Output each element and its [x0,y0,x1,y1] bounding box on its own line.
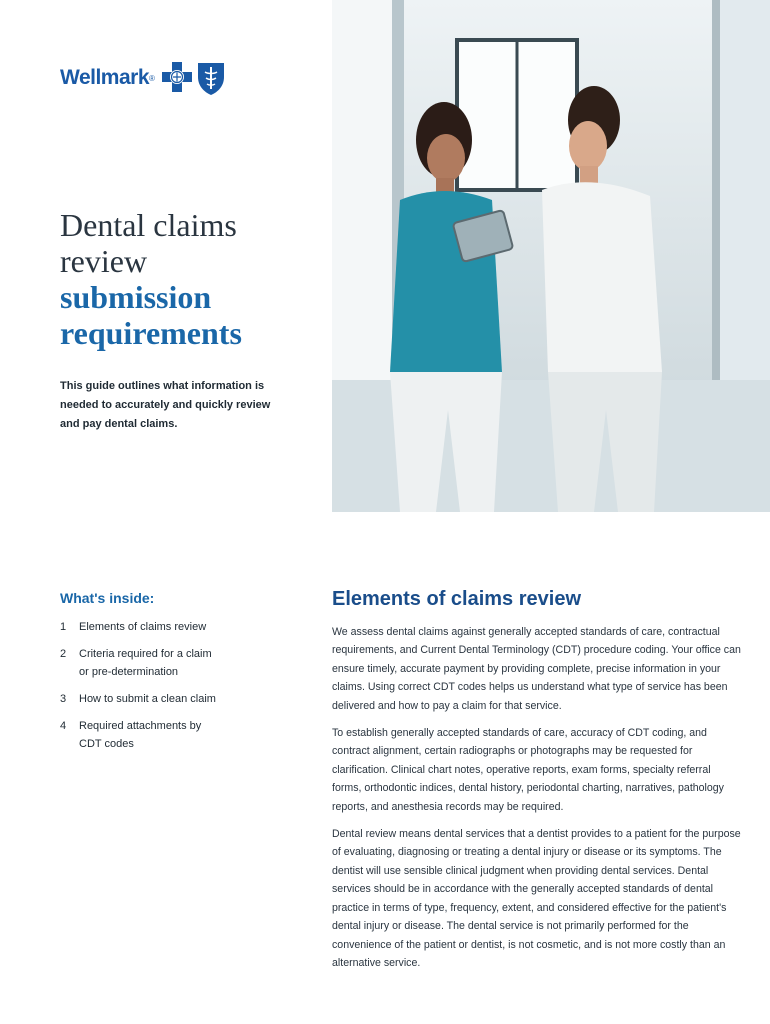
page-title [60,207,242,351]
body-paragraph: We assess dental claims against generally accepted standards of care, contractual requirements, and Current Dental Terminology (CDT) procedure coding. Your office can ensure timely, accurate payment by providing complete, precise information in your claims. Using correct CDT codes helps us understand what type of service has been delivered and how to pay a claim for that service. [332,626,741,712]
list-item [60,690,310,708]
table-of-contents [60,618,310,762]
intro-text: This guide outlines what information is needed to accurately and quickly review and pay dental claims. [60,380,271,430]
toc-number: 4 [60,720,67,732]
logo-reg-mark: ® [149,73,155,83]
list-item [60,618,310,636]
body-paragraph: To establish generally accepted standards of care, accuracy of CDT coding, and contract alignment, certain radiographs or photographs may be requested for clarification. Clinical chart notes, operative reports, exam forms, specialty referral forms, orthodontic indices, dental history, periodontal charting, narratives, pathology reports, and anesthesia records may be required. [332,727,724,813]
title-line-2: review [60,243,148,279]
title-line-3: submission [60,279,212,315]
list-item [60,717,310,753]
toc-number: 1 [60,621,67,633]
section-body [332,623,742,981]
wellmark-logo [60,60,226,96]
list-item [60,645,310,681]
toc-text: Criteria required for a claim or pre-determination [79,648,212,678]
title-line-1: Dental claims [60,207,237,243]
toc-text: Elements of claims review [79,621,207,633]
section-heading: Elements of claims review [332,588,582,610]
toc-number: 3 [60,693,67,705]
toc-text: Required attachments by CDT codes [79,720,202,750]
hero-photo-illustration [332,0,770,512]
whats-inside-heading: What's inside: [60,590,155,606]
title-line-4: requirements [60,315,242,351]
toc-text: How to submit a clean claim [79,693,216,705]
blue-cross-icon [160,60,194,94]
hero-photo [332,0,770,512]
toc-number: 2 [60,648,67,660]
logo-wordmark: Wellmark [60,66,149,89]
body-paragraph: Dental review means dental services that a dentist provides to a patient for the purpose of evaluating, diagnosing or treating a dental injury or disease or its symptoms. The dentist will use sensible clinical judgment when providing dental services. Dental services should be in accordance with the generally accepted standards of dental practice in terms of type, frequency, extent, and considered effective for the patient's dental injury or disease. The dental service is not primarily performed for the convenience of the patient or dentist, is not cosmetic, and is not more costly than an alternative service. [332,828,741,969]
blue-shield-icon [196,60,226,96]
